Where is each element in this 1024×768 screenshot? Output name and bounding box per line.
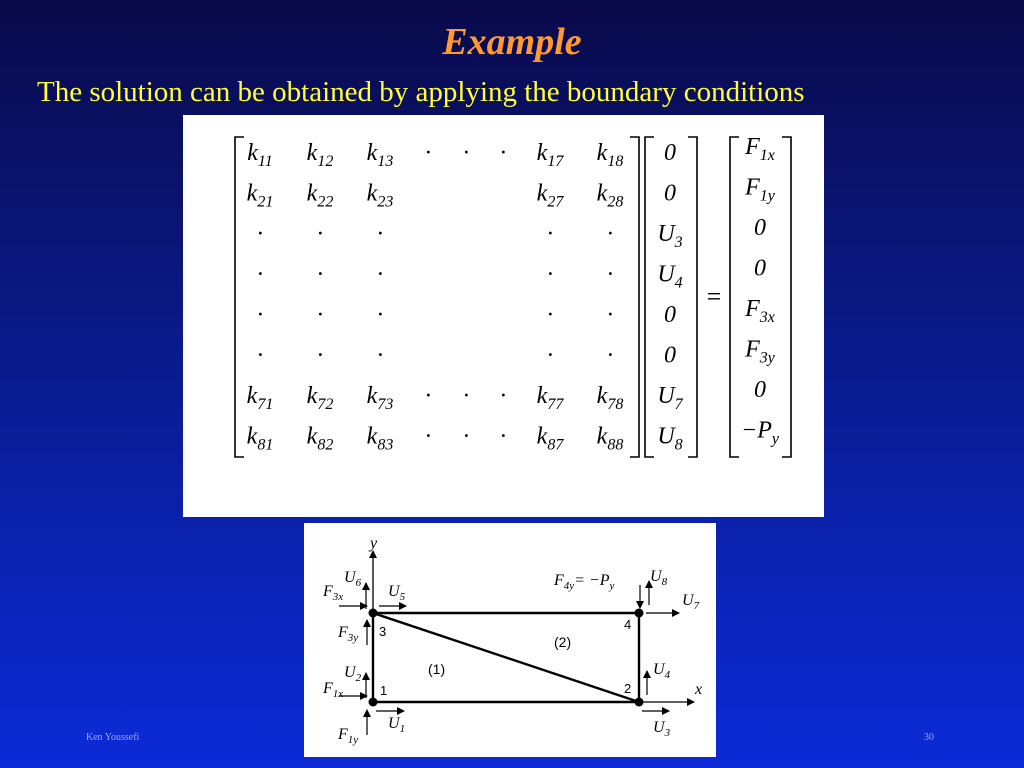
k-entry-r1-c2: $k_{12}$ bbox=[306, 140, 334, 170]
k-bracket-left bbox=[235, 137, 244, 457]
u3-label: $U_3$ bbox=[653, 719, 671, 739]
u-entry-7: $U_7$ bbox=[657, 383, 683, 413]
f1y-label: $F_{1y}$ bbox=[338, 726, 359, 746]
k-entry-r8-c5: · bbox=[463, 423, 469, 450]
f3x-label: $F_{3x}$ bbox=[323, 583, 344, 603]
slide-subtitle: The solution can be obtained by applying the boundary conditions bbox=[37, 76, 805, 108]
f-entry-1: $F_{1x}$ bbox=[745, 134, 775, 164]
k-entry-r7-c7: $k_{77}$ bbox=[536, 383, 564, 413]
node-2-label: 2 bbox=[624, 681, 632, 696]
u2-label: $U_2$ bbox=[344, 664, 362, 684]
k-entry-r5-c8: · bbox=[607, 302, 613, 328]
k-entry-r7-c3: $k_{73}$ bbox=[366, 383, 394, 413]
k-entry-r3-c3: · bbox=[377, 221, 383, 247]
k-entry-r8-c6: · bbox=[500, 423, 506, 450]
k-entry-r1-c5: · bbox=[463, 140, 469, 166]
k-entry-r1-c1: $k_{11}$ bbox=[247, 140, 273, 170]
k-entry-r2-c2: $k_{22}$ bbox=[306, 180, 334, 211]
u6-label: $U_6$ bbox=[344, 569, 362, 589]
u5-label: $U_5$ bbox=[388, 583, 406, 603]
f-entry-5: $F_{3x}$ bbox=[745, 296, 775, 326]
k-entry-r4-c7: · bbox=[547, 261, 553, 288]
f-entry-6: $F_{3y}$ bbox=[745, 336, 775, 367]
y-axis-label: y bbox=[370, 535, 378, 552]
u7-label: $U_7$ bbox=[682, 592, 700, 612]
f-bracket-right bbox=[782, 137, 791, 457]
u-entry-6: 0 bbox=[664, 342, 676, 369]
k-entry-r7-c4: · bbox=[425, 383, 431, 409]
node-1-dot bbox=[369, 698, 378, 707]
f-entry-7: 0 bbox=[754, 377, 766, 403]
k-entry-r1-c3: $k_{13}$ bbox=[366, 140, 394, 170]
k-bracket-right bbox=[630, 137, 639, 457]
f1x-label: $F_{1x}$ bbox=[323, 680, 344, 700]
stiffness-equation bbox=[183, 115, 824, 517]
k-entry-r3-c2: · bbox=[317, 221, 323, 247]
slide-title: Example bbox=[442, 21, 582, 63]
node-2-dot bbox=[635, 698, 644, 707]
footer-page-number: 30 bbox=[924, 732, 934, 743]
k-entry-r7-c2: $k_{72}$ bbox=[306, 383, 334, 413]
k-entry-r5-c1: · bbox=[257, 302, 263, 328]
u-entry-2: 0 bbox=[664, 180, 676, 207]
u-bracket-right bbox=[688, 137, 697, 457]
k-entry-r7-c1: $k_{71}$ bbox=[246, 383, 274, 413]
u-entry-4: $U_4$ bbox=[657, 261, 683, 292]
f-bracket-left bbox=[730, 137, 739, 457]
k-entry-r1-c6: · bbox=[500, 140, 506, 166]
k-entry-r5-c7: · bbox=[547, 302, 553, 328]
k-entry-r4-c2: · bbox=[317, 261, 323, 288]
k-entry-r4-c1: · bbox=[257, 261, 263, 288]
truss-diagram bbox=[304, 523, 716, 757]
f-entry-2: $F_{1y}$ bbox=[745, 174, 775, 205]
element-2-label: (2) bbox=[554, 634, 572, 650]
k-entry-r4-c8: · bbox=[607, 261, 613, 288]
node-4-label: 4 bbox=[624, 617, 632, 632]
k-entry-r8-c4: · bbox=[425, 423, 431, 450]
k-entry-r8-c8: $k_{88}$ bbox=[596, 423, 624, 454]
k-entry-r2-c1: $k_{21}$ bbox=[246, 180, 274, 211]
k-entry-r3-c1: · bbox=[257, 221, 263, 247]
node-3-label: 3 bbox=[379, 624, 387, 639]
k-entry-r7-c6: · bbox=[500, 383, 506, 409]
element-1-label: (1) bbox=[428, 661, 446, 677]
u1-label: $U_1$ bbox=[388, 715, 406, 735]
k-entry-r6-c8: · bbox=[607, 342, 613, 369]
k-entry-r2-c3: $k_{23}$ bbox=[366, 180, 394, 211]
f-entry-4: 0 bbox=[754, 255, 766, 282]
k-entry-r7-c5: · bbox=[463, 383, 469, 409]
k-entry-r6-c3: · bbox=[377, 342, 383, 369]
k-entry-r1-c7: $k_{17}$ bbox=[536, 140, 564, 170]
k-entry-r8-c2: $k_{82}$ bbox=[306, 423, 334, 454]
node-4-dot bbox=[635, 609, 644, 618]
f-entry-3: 0 bbox=[754, 215, 766, 241]
k-entry-r1-c4: · bbox=[425, 140, 431, 166]
f3y-label: $F_{3y}$ bbox=[338, 624, 359, 644]
f4y-label: $F_{4y}= -P_y$ bbox=[554, 572, 615, 592]
u-entry-5: 0 bbox=[664, 302, 676, 328]
u-entry-1: 0 bbox=[664, 140, 676, 166]
k-entry-r6-c2: · bbox=[317, 342, 323, 369]
u-bracket-left bbox=[645, 137, 654, 457]
stiffness-equation-panel bbox=[183, 115, 824, 517]
u-entry-8: $U_8$ bbox=[657, 423, 683, 454]
k-entry-r3-c8: · bbox=[607, 221, 613, 247]
k-entry-r1-c8: $k_{18}$ bbox=[596, 140, 624, 170]
k-entry-r8-c3: $k_{83}$ bbox=[366, 423, 394, 454]
k-entry-r5-c3: · bbox=[377, 302, 383, 328]
k-entry-r5-c2: · bbox=[317, 302, 323, 328]
k-entry-r6-c1: · bbox=[257, 342, 263, 369]
x-axis-label: x bbox=[695, 681, 703, 698]
k-entry-r8-c1: $k_{81}$ bbox=[246, 423, 274, 454]
u4-label: $U_4$ bbox=[653, 661, 671, 681]
f-entry-8: $-P_y$ bbox=[741, 417, 779, 448]
u8-label: $U_8$ bbox=[650, 568, 668, 588]
node-3-dot bbox=[369, 609, 378, 618]
node-1-label: 1 bbox=[380, 683, 388, 698]
footer-author: Ken Youssefi bbox=[86, 732, 140, 743]
k-entry-r7-c8: $k_{78}$ bbox=[596, 383, 624, 413]
k-entry-r2-c8: $k_{28}$ bbox=[596, 180, 624, 211]
u-entry-3: $U_3$ bbox=[657, 221, 683, 251]
k-entry-r2-c7: $k_{27}$ bbox=[536, 180, 564, 211]
member-3-2-diagonal bbox=[373, 613, 639, 702]
k-entry-r6-c7: · bbox=[547, 342, 553, 369]
truss-diagram-panel bbox=[304, 523, 716, 757]
k-entry-r3-c7: · bbox=[547, 221, 553, 247]
equals-sign: = bbox=[706, 282, 722, 311]
k-entry-r4-c3: · bbox=[377, 261, 383, 288]
k-entry-r8-c7: $k_{87}$ bbox=[536, 423, 564, 454]
